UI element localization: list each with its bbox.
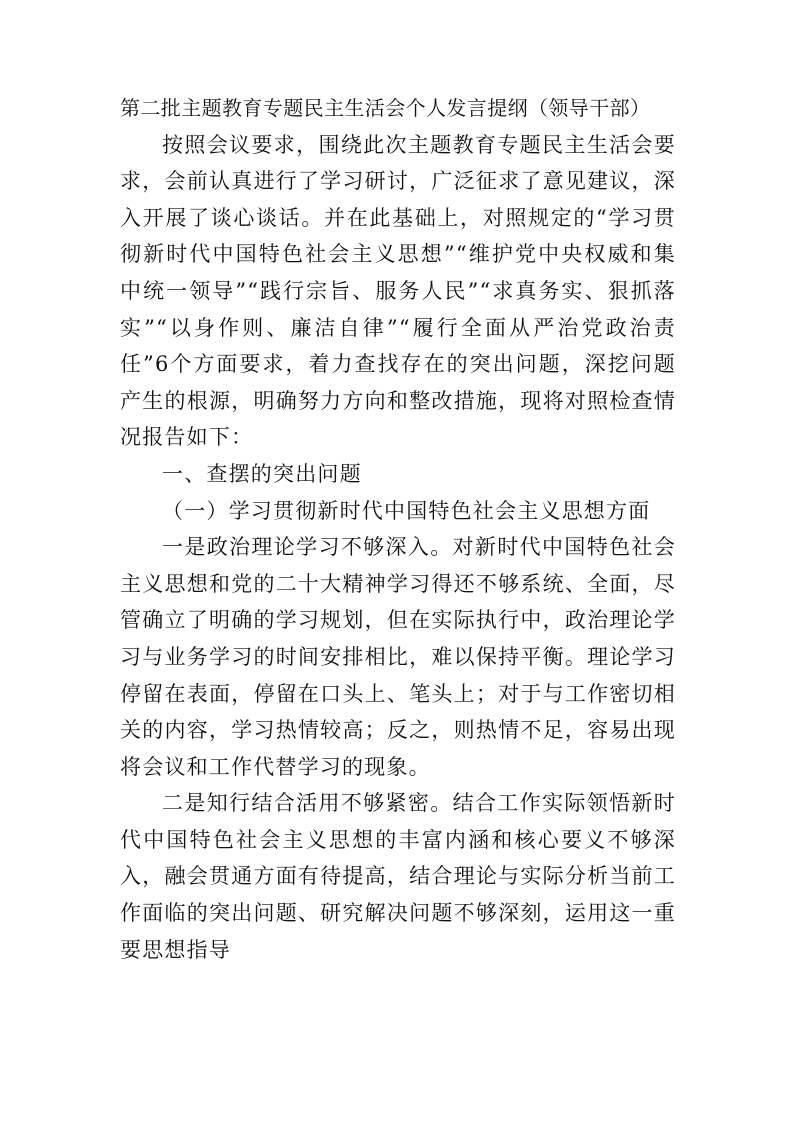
section-heading: 一、查摆的突出问题 (162, 461, 362, 486)
point-paragraph-2: 二是知行结合活用不够紧密。结合工作实际领悟新时代中国特色社会主义思想的丰富内涵和核心要义不够深入，融会贯通方面有待提高，结合理论与实际分析当前工作面临的突出问题、研究解决问题不够深刻，运用这一重要思想指导 (120, 791, 676, 962)
document-title: 第二批主题教育专题民主生活会个人发言提纲（领导干部） (120, 96, 651, 120)
document-body (120, 90, 676, 968)
point-paragraph-1: 一是政治理论学习不够深入。对新时代中国特色社会主义思想和党的二十大精神学习得还不够系统、全面，尽管确立了明确的学习规划，但在实际执行中，政治理论学习与业务学习的时间安排相比，难以保持平衡。理论学习停留在表面，停留在口头上、笔头上；对于与工作密切相关的内容，学习热情较高；反之，则热情不足，容易出现将会议和工作代替学习的现象。 (120, 535, 676, 779)
subsection-heading: （一）学习贯彻新时代中国特色社会主义思想方面 (162, 498, 651, 523)
intro-paragraph: 按照会议要求，围绕此次主题教育专题民主生活会要求，会前认真进行了学习研讨，广泛征求了意见建议，深入开展了谈心谈话。并在此基础上，对照规定的“学习贯彻新时代中国特色社会主义思想”“维护党中央权威和集中统一领导”“践行宗旨、服务人民”“求真务实、狠抓落实”“以身作则、廉洁自律”“履行全面从严治党政治责任”6个方面要求，着力查找存在的突出问题，深挖问题产生的根源，明确努力方向和整改措施，现将对照检查情况报告如下： (120, 132, 676, 450)
